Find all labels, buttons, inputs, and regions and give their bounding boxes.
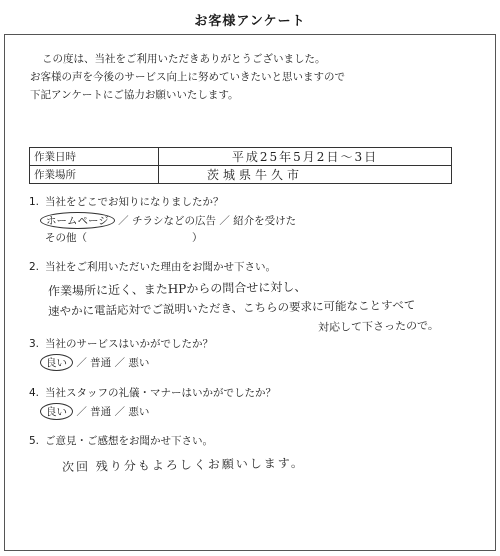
question-number: 1. xyxy=(29,196,40,208)
work-place-value[interactable]: 茨城県牛久市 xyxy=(159,166,452,184)
q1-options xyxy=(45,212,296,229)
question-text: ご意見・ご感想をお聞かせ下さい。 xyxy=(45,435,213,447)
q2-answer-line[interactable]: 速やかに電話応対でご説明いただき、こちらの要求に可能なことすべて xyxy=(47,297,416,319)
q1-other-options[interactable]: ／ チラシなどの広告 ／ 紹介を受けた xyxy=(118,215,297,227)
work-place-label: 作業場所 xyxy=(30,166,159,184)
question-text: 当社のサービスはいかがでしたか？ xyxy=(45,338,213,350)
page-title: お客様アンケート xyxy=(194,14,306,29)
intro-line: お客様の声を今後のサービス向上に努めていきたいと思いますので xyxy=(30,71,345,83)
intro-text xyxy=(30,50,345,104)
q3-options xyxy=(45,354,149,371)
work-info-table xyxy=(29,147,452,184)
q5-answer[interactable]: 次回 残り分もよろしくお願いします。 xyxy=(61,455,305,475)
intro-line: 下記アンケートにご協力お願いいたします。 xyxy=(30,89,239,101)
intro-line: この度は、当社をご利用いただきありがとうございました。 xyxy=(42,53,326,65)
q3-option-good-selected[interactable]: 良い xyxy=(40,354,73,371)
q4-options xyxy=(45,403,149,420)
q3-other-options[interactable]: ／ 普通 ／ 悪い xyxy=(76,357,150,369)
question-text: 当社スタッフの礼儀・マナーはいかがでしたか？ xyxy=(45,387,276,399)
q1-other[interactable]: その他（ ） xyxy=(45,232,203,244)
question-3 xyxy=(29,335,213,353)
question-number: 5. xyxy=(29,435,40,447)
table-row xyxy=(30,148,452,166)
q2-answer-line[interactable]: 対応して下さったので。 xyxy=(317,318,439,335)
question-text: 当社をどこでお知りになりましたか？ xyxy=(45,196,224,208)
question-1 xyxy=(29,193,224,211)
q4-option-good-selected[interactable]: 良い xyxy=(40,403,73,420)
work-date-value[interactable]: 平成25年5月2日～3日 xyxy=(159,148,452,166)
question-text: 当社をご利用いただいた理由をお聞かせ下さい。 xyxy=(45,261,276,273)
question-number: 4. xyxy=(29,387,40,399)
table-row xyxy=(30,166,452,184)
work-date-label: 作業日時 xyxy=(30,148,159,166)
q1-option-homepage-selected[interactable]: ホームページ xyxy=(40,212,115,229)
question-number: 2. xyxy=(29,261,40,273)
question-2 xyxy=(29,258,276,276)
q2-answer-line[interactable]: 作業場所に近く、またHPからの問合せに対し、 xyxy=(47,279,307,299)
question-5 xyxy=(29,432,213,450)
q4-other-options[interactable]: ／ 普通 ／ 悪い xyxy=(76,406,150,418)
question-4 xyxy=(29,384,276,402)
question-number: 3. xyxy=(29,338,40,350)
